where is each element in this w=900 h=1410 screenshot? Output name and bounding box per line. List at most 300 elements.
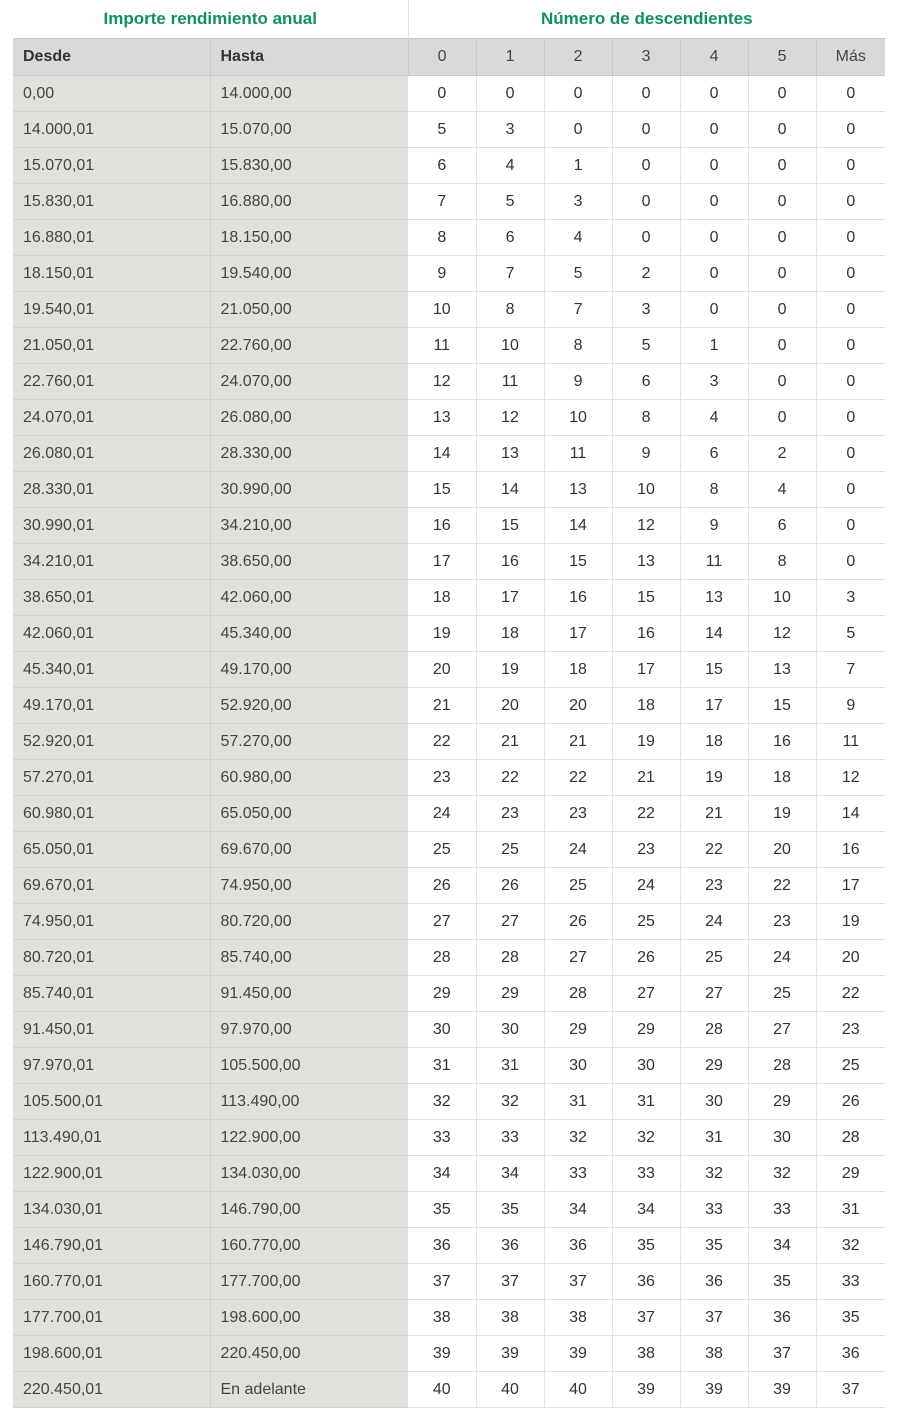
cell-value: 10 bbox=[476, 328, 544, 364]
cell-value: 21 bbox=[612, 760, 680, 796]
cell-value: 4 bbox=[544, 220, 612, 256]
cell-value: 0 bbox=[748, 328, 816, 364]
cell-value: 11 bbox=[544, 436, 612, 472]
cell-value: 24 bbox=[408, 796, 476, 832]
title-row bbox=[13, 0, 885, 39]
cell-desde: 19.540,01 bbox=[13, 292, 210, 328]
cell-value: 7 bbox=[476, 256, 544, 292]
cell-hasta: 42.060,00 bbox=[210, 580, 408, 616]
descendientes-title: Número de descendientes bbox=[408, 0, 885, 39]
cell-desde: 60.980,01 bbox=[13, 796, 210, 832]
cell-value: 7 bbox=[816, 652, 885, 688]
cell-value: 0 bbox=[612, 184, 680, 220]
cell-value: 13 bbox=[748, 652, 816, 688]
cell-value: 7 bbox=[408, 184, 476, 220]
cell-value: 0 bbox=[816, 328, 885, 364]
table-row bbox=[13, 1012, 885, 1048]
table-row bbox=[13, 1264, 885, 1300]
cell-value: 37 bbox=[816, 1372, 885, 1408]
cell-value: 0 bbox=[680, 184, 748, 220]
cell-value: 36 bbox=[612, 1264, 680, 1300]
cell-value: 31 bbox=[476, 1048, 544, 1084]
cell-value: 27 bbox=[408, 904, 476, 940]
cell-hasta: 38.650,00 bbox=[210, 544, 408, 580]
cell-value: 25 bbox=[408, 832, 476, 868]
cell-desde: 177.700,01 bbox=[13, 1300, 210, 1336]
cell-value: 0 bbox=[680, 292, 748, 328]
cell-value: 31 bbox=[544, 1084, 612, 1120]
cell-hasta: 85.740,00 bbox=[210, 940, 408, 976]
cell-desde: 105.500,01 bbox=[13, 1084, 210, 1120]
cell-hasta: 18.150,00 bbox=[210, 220, 408, 256]
cell-value: 0 bbox=[816, 364, 885, 400]
table-body bbox=[13, 76, 885, 1408]
table-row bbox=[13, 652, 885, 688]
cell-desde: 220.450,01 bbox=[13, 1372, 210, 1408]
cell-value: 13 bbox=[408, 400, 476, 436]
cell-value: 24 bbox=[680, 904, 748, 940]
cell-value: 6 bbox=[476, 220, 544, 256]
cell-value: 27 bbox=[612, 976, 680, 1012]
cell-value: 40 bbox=[476, 1372, 544, 1408]
cell-value: 25 bbox=[816, 1048, 885, 1084]
table-row bbox=[13, 1192, 885, 1228]
cell-value: 17 bbox=[476, 580, 544, 616]
cell-value: 11 bbox=[680, 544, 748, 580]
header-3: 3 bbox=[612, 39, 680, 76]
cell-value: 34 bbox=[748, 1228, 816, 1264]
cell-hasta: 26.080,00 bbox=[210, 400, 408, 436]
cell-value: 27 bbox=[748, 1012, 816, 1048]
cell-value: 0 bbox=[680, 112, 748, 148]
cell-value: 32 bbox=[680, 1156, 748, 1192]
cell-value: 25 bbox=[476, 832, 544, 868]
cell-value: 33 bbox=[476, 1120, 544, 1156]
cell-value: 10 bbox=[408, 292, 476, 328]
cell-value: 39 bbox=[408, 1336, 476, 1372]
cell-value: 0 bbox=[612, 148, 680, 184]
cell-value: 27 bbox=[544, 940, 612, 976]
cell-value: 39 bbox=[680, 1372, 748, 1408]
cell-value: 34 bbox=[408, 1156, 476, 1192]
cell-desde: 65.050,01 bbox=[13, 832, 210, 868]
cell-value: 22 bbox=[680, 832, 748, 868]
cell-desde: 49.170,01 bbox=[13, 688, 210, 724]
cell-value: 11 bbox=[408, 328, 476, 364]
cell-value: 28 bbox=[544, 976, 612, 1012]
cell-value: 23 bbox=[748, 904, 816, 940]
cell-desde: 146.790,01 bbox=[13, 1228, 210, 1264]
cell-desde: 42.060,01 bbox=[13, 616, 210, 652]
cell-value: 30 bbox=[476, 1012, 544, 1048]
cell-value: 38 bbox=[544, 1300, 612, 1336]
cell-value: 15 bbox=[748, 688, 816, 724]
cell-value: 5 bbox=[612, 328, 680, 364]
header-hasta: Hasta bbox=[210, 39, 408, 76]
cell-hasta: 14.000,00 bbox=[210, 76, 408, 112]
cell-value: 15 bbox=[544, 544, 612, 580]
cell-value: 16 bbox=[544, 580, 612, 616]
cell-value: 0 bbox=[816, 292, 885, 328]
cell-desde: 198.600,01 bbox=[13, 1336, 210, 1372]
cell-value: 19 bbox=[476, 652, 544, 688]
cell-value: 27 bbox=[680, 976, 748, 1012]
cell-value: 36 bbox=[680, 1264, 748, 1300]
table-row bbox=[13, 328, 885, 364]
cell-hasta: 22.760,00 bbox=[210, 328, 408, 364]
cell-hasta: 105.500,00 bbox=[210, 1048, 408, 1084]
cell-value: 31 bbox=[408, 1048, 476, 1084]
cell-value: 23 bbox=[408, 760, 476, 796]
cell-value: 29 bbox=[408, 976, 476, 1012]
cell-value: 35 bbox=[680, 1228, 748, 1264]
cell-value: 22 bbox=[612, 796, 680, 832]
header-2: 2 bbox=[544, 39, 612, 76]
cell-value: 14 bbox=[680, 616, 748, 652]
cell-value: 0 bbox=[816, 148, 885, 184]
cell-desde: 14.000,01 bbox=[13, 112, 210, 148]
cell-value: 30 bbox=[544, 1048, 612, 1084]
cell-value: 31 bbox=[612, 1084, 680, 1120]
cell-value: 22 bbox=[544, 760, 612, 796]
cell-value: 24 bbox=[612, 868, 680, 904]
cell-value: 33 bbox=[408, 1120, 476, 1156]
cell-value: 30 bbox=[680, 1084, 748, 1120]
cell-value: 29 bbox=[680, 1048, 748, 1084]
cell-hasta: 91.450,00 bbox=[210, 976, 408, 1012]
cell-value: 6 bbox=[408, 148, 476, 184]
cell-value: 32 bbox=[612, 1120, 680, 1156]
cell-value: 0 bbox=[748, 364, 816, 400]
cell-desde: 160.770,01 bbox=[13, 1264, 210, 1300]
descendientes-table bbox=[13, 0, 885, 1408]
cell-value: 0 bbox=[408, 76, 476, 112]
cell-value: 3 bbox=[680, 364, 748, 400]
cell-hasta: 60.980,00 bbox=[210, 760, 408, 796]
cell-value: 14 bbox=[408, 436, 476, 472]
cell-value: 4 bbox=[476, 148, 544, 184]
cell-hasta: 15.070,00 bbox=[210, 112, 408, 148]
cell-hasta: 113.490,00 bbox=[210, 1084, 408, 1120]
cell-value: 19 bbox=[816, 904, 885, 940]
cell-value: 9 bbox=[408, 256, 476, 292]
table-row bbox=[13, 1300, 885, 1336]
cell-value: 40 bbox=[408, 1372, 476, 1408]
cell-value: 9 bbox=[816, 688, 885, 724]
cell-hasta: 30.990,00 bbox=[210, 472, 408, 508]
table-row bbox=[13, 1048, 885, 1084]
cell-value: 6 bbox=[748, 508, 816, 544]
cell-hasta: 122.900,00 bbox=[210, 1120, 408, 1156]
cell-value: 38 bbox=[612, 1336, 680, 1372]
cell-value: 29 bbox=[816, 1156, 885, 1192]
cell-value: 0 bbox=[544, 112, 612, 148]
cell-value: 36 bbox=[816, 1336, 885, 1372]
cell-hasta: 16.880,00 bbox=[210, 184, 408, 220]
cell-value: 36 bbox=[544, 1228, 612, 1264]
cell-value: 36 bbox=[476, 1228, 544, 1264]
cell-value: 7 bbox=[544, 292, 612, 328]
cell-value: 17 bbox=[408, 544, 476, 580]
cell-value: 39 bbox=[544, 1336, 612, 1372]
cell-desde: 28.330,01 bbox=[13, 472, 210, 508]
cell-value: 30 bbox=[612, 1048, 680, 1084]
table-row bbox=[13, 76, 885, 112]
table-row bbox=[13, 904, 885, 940]
cell-value: 25 bbox=[680, 940, 748, 976]
cell-desde: 16.880,01 bbox=[13, 220, 210, 256]
cell-value: 23 bbox=[612, 832, 680, 868]
cell-value: 32 bbox=[544, 1120, 612, 1156]
table-row bbox=[13, 760, 885, 796]
table-row bbox=[13, 1120, 885, 1156]
cell-desde: 57.270,01 bbox=[13, 760, 210, 796]
cell-hasta: 34.210,00 bbox=[210, 508, 408, 544]
cell-value: 9 bbox=[680, 508, 748, 544]
cell-value: 18 bbox=[612, 688, 680, 724]
cell-value: 28 bbox=[476, 940, 544, 976]
cell-value: 8 bbox=[544, 328, 612, 364]
cell-value: 2 bbox=[748, 436, 816, 472]
cell-desde: 38.650,01 bbox=[13, 580, 210, 616]
cell-value: 14 bbox=[476, 472, 544, 508]
table-row bbox=[13, 688, 885, 724]
cell-desde: 30.990,01 bbox=[13, 508, 210, 544]
cell-hasta: 220.450,00 bbox=[210, 1336, 408, 1372]
cell-value: 16 bbox=[816, 832, 885, 868]
cell-desde: 80.720,01 bbox=[13, 940, 210, 976]
cell-value: 33 bbox=[544, 1156, 612, 1192]
cell-desde: 85.740,01 bbox=[13, 976, 210, 1012]
cell-value: 12 bbox=[408, 364, 476, 400]
cell-value: 8 bbox=[680, 472, 748, 508]
cell-value: 19 bbox=[680, 760, 748, 796]
cell-value: 0 bbox=[612, 76, 680, 112]
table-row bbox=[13, 1336, 885, 1372]
cell-value: 8 bbox=[476, 292, 544, 328]
cell-value: 34 bbox=[476, 1156, 544, 1192]
cell-value: 10 bbox=[544, 400, 612, 436]
cell-value: 0 bbox=[612, 112, 680, 148]
cell-value: 35 bbox=[816, 1300, 885, 1336]
table-row bbox=[13, 472, 885, 508]
cell-value: 26 bbox=[816, 1084, 885, 1120]
cell-value: 37 bbox=[544, 1264, 612, 1300]
cell-value: 0 bbox=[816, 508, 885, 544]
table-row bbox=[13, 112, 885, 148]
cell-value: 22 bbox=[816, 976, 885, 1012]
cell-desde: 45.340,01 bbox=[13, 652, 210, 688]
cell-hasta: 65.050,00 bbox=[210, 796, 408, 832]
cell-value: 10 bbox=[748, 580, 816, 616]
cell-value: 12 bbox=[816, 760, 885, 796]
cell-value: 18 bbox=[748, 760, 816, 796]
cell-value: 11 bbox=[476, 364, 544, 400]
importe-title: Importe rendimiento anual bbox=[13, 0, 408, 39]
cell-value: 3 bbox=[544, 184, 612, 220]
cell-value: 15 bbox=[476, 508, 544, 544]
cell-hasta: 19.540,00 bbox=[210, 256, 408, 292]
cell-value: 0 bbox=[680, 76, 748, 112]
cell-value: 22 bbox=[748, 868, 816, 904]
table-row bbox=[13, 832, 885, 868]
cell-value: 26 bbox=[544, 904, 612, 940]
cell-value: 28 bbox=[408, 940, 476, 976]
cell-value: 3 bbox=[612, 292, 680, 328]
cell-value: 0 bbox=[748, 220, 816, 256]
cell-value: 37 bbox=[612, 1300, 680, 1336]
cell-hasta: 134.030,00 bbox=[210, 1156, 408, 1192]
cell-value: 29 bbox=[544, 1012, 612, 1048]
cell-value: 31 bbox=[680, 1120, 748, 1156]
cell-value: 16 bbox=[612, 616, 680, 652]
cell-value: 0 bbox=[748, 148, 816, 184]
cell-value: 0 bbox=[748, 292, 816, 328]
header-mas: Más bbox=[816, 39, 885, 76]
cell-hasta: 80.720,00 bbox=[210, 904, 408, 940]
cell-value: 21 bbox=[408, 688, 476, 724]
cell-value: 34 bbox=[612, 1192, 680, 1228]
cell-value: 0 bbox=[748, 76, 816, 112]
cell-value: 25 bbox=[748, 976, 816, 1012]
cell-value: 33 bbox=[680, 1192, 748, 1228]
cell-value: 21 bbox=[476, 724, 544, 760]
cell-value: 36 bbox=[408, 1228, 476, 1264]
cell-value: 20 bbox=[816, 940, 885, 976]
cell-value: 36 bbox=[748, 1300, 816, 1336]
table-row bbox=[13, 796, 885, 832]
cell-value: 18 bbox=[680, 724, 748, 760]
cell-hasta: 28.330,00 bbox=[210, 436, 408, 472]
table-row bbox=[13, 364, 885, 400]
header-0: 0 bbox=[408, 39, 476, 76]
cell-value: 27 bbox=[476, 904, 544, 940]
table-row bbox=[13, 940, 885, 976]
table-row bbox=[13, 1084, 885, 1120]
cell-value: 0 bbox=[816, 544, 885, 580]
cell-value: 19 bbox=[408, 616, 476, 652]
cell-value: 0 bbox=[816, 112, 885, 148]
cell-value: 0 bbox=[816, 256, 885, 292]
cell-value: 1 bbox=[680, 328, 748, 364]
table-row bbox=[13, 184, 885, 220]
cell-value: 0 bbox=[748, 184, 816, 220]
cell-value: 3 bbox=[476, 112, 544, 148]
cell-value: 38 bbox=[476, 1300, 544, 1336]
cell-value: 15 bbox=[680, 652, 748, 688]
cell-value: 0 bbox=[680, 220, 748, 256]
cell-value: 30 bbox=[408, 1012, 476, 1048]
cell-desde: 21.050,01 bbox=[13, 328, 210, 364]
cell-hasta: En adelante bbox=[210, 1372, 408, 1408]
cell-value: 35 bbox=[612, 1228, 680, 1264]
cell-value: 8 bbox=[748, 544, 816, 580]
table-row bbox=[13, 580, 885, 616]
cell-value: 18 bbox=[408, 580, 476, 616]
cell-value: 39 bbox=[748, 1372, 816, 1408]
table-row bbox=[13, 292, 885, 328]
cell-value: 13 bbox=[680, 580, 748, 616]
cell-value: 25 bbox=[612, 904, 680, 940]
cell-value: 0 bbox=[748, 400, 816, 436]
cell-value: 33 bbox=[612, 1156, 680, 1192]
cell-value: 35 bbox=[748, 1264, 816, 1300]
cell-value: 29 bbox=[476, 976, 544, 1012]
cell-value: 5 bbox=[544, 256, 612, 292]
cell-value: 28 bbox=[816, 1120, 885, 1156]
cell-value: 39 bbox=[612, 1372, 680, 1408]
cell-value: 12 bbox=[612, 508, 680, 544]
cell-value: 21 bbox=[680, 796, 748, 832]
cell-desde: 97.970,01 bbox=[13, 1048, 210, 1084]
cell-value: 0 bbox=[680, 148, 748, 184]
cell-value: 19 bbox=[748, 796, 816, 832]
cell-value: 32 bbox=[408, 1084, 476, 1120]
cell-hasta: 97.970,00 bbox=[210, 1012, 408, 1048]
cell-hasta: 52.920,00 bbox=[210, 688, 408, 724]
cell-value: 32 bbox=[748, 1156, 816, 1192]
cell-value: 0 bbox=[748, 256, 816, 292]
table-row bbox=[13, 868, 885, 904]
cell-value: 6 bbox=[612, 364, 680, 400]
cell-value: 20 bbox=[476, 688, 544, 724]
cell-desde: 15.070,01 bbox=[13, 148, 210, 184]
cell-desde: 24.070,01 bbox=[13, 400, 210, 436]
cell-value: 28 bbox=[680, 1012, 748, 1048]
cell-hasta: 49.170,00 bbox=[210, 652, 408, 688]
cell-value: 3 bbox=[816, 580, 885, 616]
table-row bbox=[13, 1156, 885, 1192]
cell-value: 0 bbox=[544, 76, 612, 112]
cell-value: 28 bbox=[748, 1048, 816, 1084]
cell-value: 25 bbox=[544, 868, 612, 904]
cell-value: 13 bbox=[476, 436, 544, 472]
cell-value: 34 bbox=[544, 1192, 612, 1228]
cell-value: 38 bbox=[408, 1300, 476, 1336]
cell-value: 40 bbox=[544, 1372, 612, 1408]
cell-value: 17 bbox=[816, 868, 885, 904]
table-row bbox=[13, 1372, 885, 1408]
header-1: 1 bbox=[476, 39, 544, 76]
table-row bbox=[13, 976, 885, 1012]
cell-value: 5 bbox=[408, 112, 476, 148]
cell-hasta: 57.270,00 bbox=[210, 724, 408, 760]
cell-value: 35 bbox=[476, 1192, 544, 1228]
cell-desde: 113.490,01 bbox=[13, 1120, 210, 1156]
cell-hasta: 21.050,00 bbox=[210, 292, 408, 328]
cell-value: 18 bbox=[544, 652, 612, 688]
cell-value: 0 bbox=[816, 220, 885, 256]
cell-value: 37 bbox=[680, 1300, 748, 1336]
cell-value: 4 bbox=[680, 400, 748, 436]
cell-desde: 15.830,01 bbox=[13, 184, 210, 220]
cell-value: 9 bbox=[612, 436, 680, 472]
cell-desde: 0,00 bbox=[13, 76, 210, 112]
cell-value: 17 bbox=[544, 616, 612, 652]
cell-value: 39 bbox=[476, 1336, 544, 1372]
cell-hasta: 177.700,00 bbox=[210, 1264, 408, 1300]
cell-value: 9 bbox=[544, 364, 612, 400]
table-row bbox=[13, 220, 885, 256]
cell-hasta: 45.340,00 bbox=[210, 616, 408, 652]
cell-hasta: 146.790,00 bbox=[210, 1192, 408, 1228]
cell-value: 16 bbox=[408, 508, 476, 544]
cell-value: 14 bbox=[544, 508, 612, 544]
cell-desde: 52.920,01 bbox=[13, 724, 210, 760]
cell-value: 17 bbox=[680, 688, 748, 724]
cell-value: 38 bbox=[680, 1336, 748, 1372]
cell-value: 1 bbox=[544, 148, 612, 184]
